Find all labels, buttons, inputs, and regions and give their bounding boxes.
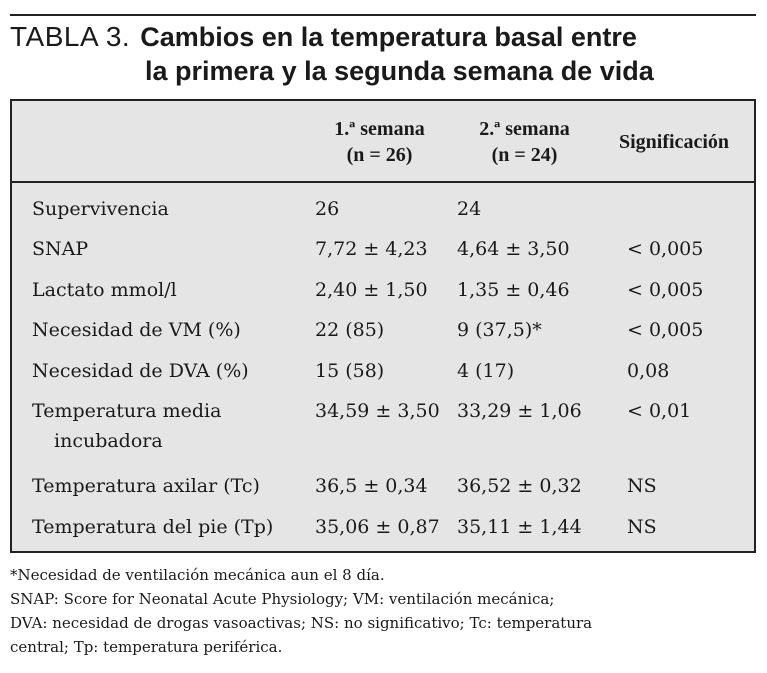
- row-label-text: Lactato mmol/l: [32, 279, 177, 301]
- footnote-line: DVA: necesidad de drogas vasoactivas; NS: no significativo; Tc: temperatura: [10, 614, 593, 632]
- header-week-1-n: (n = 26): [346, 144, 413, 166]
- week-1-value: 26: [315, 198, 340, 220]
- week-2-value: 1,35 ± 0,46: [457, 279, 570, 301]
- footnote-line: central; Tp: temperatura periférica.: [10, 638, 283, 656]
- week-2-value: 9 (37,5)*: [457, 319, 542, 341]
- row-label-continuation: incubadora: [54, 430, 163, 452]
- significance-value: NS: [627, 475, 657, 497]
- row-label-text: Temperatura axilar (Tc): [32, 475, 260, 497]
- significance-value: 0,08: [627, 360, 670, 382]
- significance-value: < 0,005: [627, 279, 704, 301]
- table-number-label: TABLA 3.: [10, 21, 131, 52]
- title-text-line-2: la primera y la segunda semana de vida: [145, 56, 654, 86]
- footnote-line: SNAP: Score for Neonatal Acute Physiology; VM: ventilación mecánica;: [10, 590, 555, 608]
- week-1-value: 2,40 ± 1,50: [315, 279, 428, 301]
- week-1-value: 35,06 ± 0,87: [315, 516, 440, 538]
- header-week-1: [312, 116, 447, 168]
- table-footnotes: [10, 563, 760, 659]
- table-title: [10, 20, 756, 88]
- header-week-1-title: 1.ª semana: [334, 118, 425, 140]
- week-1-value: 34,59 ± 3,50: [315, 400, 440, 422]
- row-label: [32, 234, 312, 264]
- row-label-text: Temperatura del pie (Tp): [32, 516, 274, 538]
- week-1-value: 36,5 ± 0,34: [315, 475, 428, 497]
- header-significance: Significación: [618, 131, 729, 153]
- footnote-line: *Necesidad de ventilación mecánica aun el 8 día.: [10, 566, 385, 584]
- row-label-text: Supervivencia: [32, 198, 169, 220]
- header-week-2-title: 2.ª semana: [479, 118, 570, 140]
- week-2-value: 35,11 ± 1,44: [457, 516, 582, 538]
- week-1-value: 7,72 ± 4,23: [315, 238, 428, 260]
- row-label: [32, 356, 312, 386]
- row-label: [32, 275, 312, 305]
- data-table: [10, 99, 756, 553]
- top-rule: [10, 14, 756, 16]
- row-label-text: Necesidad de VM (%): [32, 319, 241, 341]
- row-label: [32, 512, 312, 542]
- significance-value: < 0,005: [627, 238, 704, 260]
- week-1-value: 22 (85): [315, 319, 385, 341]
- table-header-row: [12, 101, 754, 183]
- row-label-text: Necesidad de DVA (%): [32, 360, 249, 382]
- week-2-value: 4 (17): [457, 360, 515, 382]
- row-label-text: SNAP: [32, 238, 89, 260]
- week-2-value: 33,29 ± 1,06: [457, 400, 582, 422]
- row-label: [32, 315, 312, 345]
- row-label-text: Temperatura media: [32, 400, 222, 422]
- row-label: [32, 396, 312, 456]
- title-line-1: [10, 20, 756, 54]
- header-week-2: [457, 116, 592, 168]
- significance-value: < 0,005: [627, 319, 704, 341]
- week-2-value: 24: [457, 198, 482, 220]
- row-label: [32, 194, 312, 224]
- significance-value: < 0,01: [627, 400, 692, 422]
- header-week-2-n: (n = 24): [491, 144, 558, 166]
- week-1-value: 15 (58): [315, 360, 385, 382]
- title-text-line-1: Cambios en la temperatura basal entre: [140, 22, 637, 52]
- week-2-value: 36,52 ± 0,32: [457, 475, 582, 497]
- significance-value: NS: [627, 516, 657, 538]
- row-label: [32, 471, 312, 501]
- week-2-value: 4,64 ± 3,50: [457, 238, 570, 260]
